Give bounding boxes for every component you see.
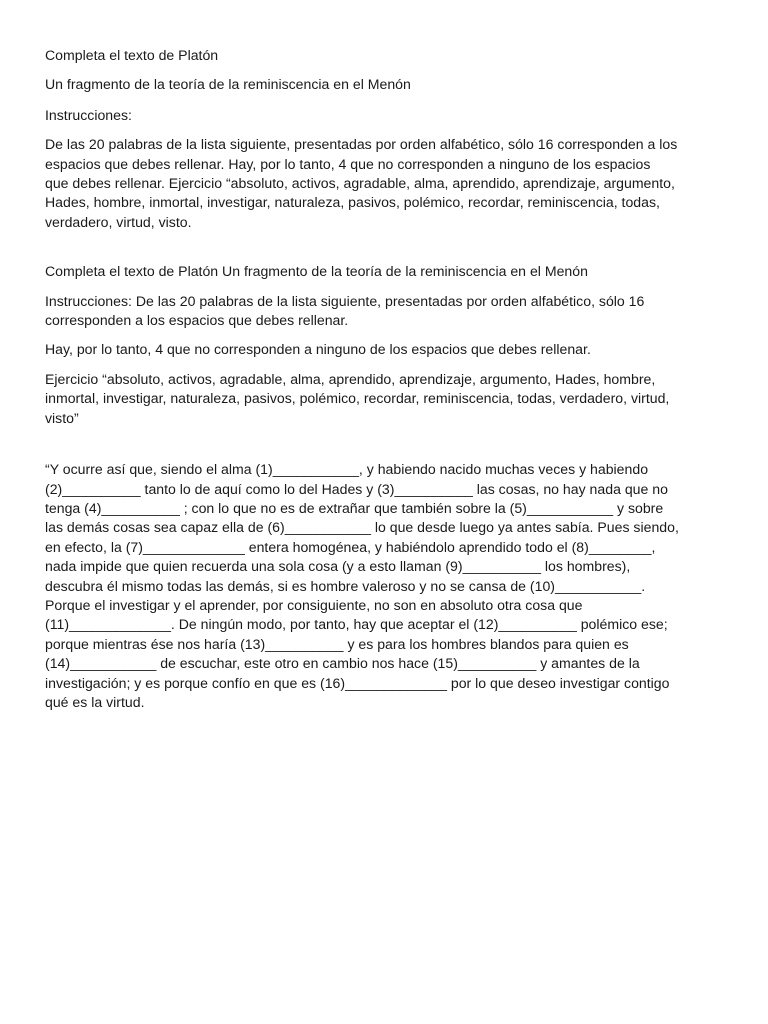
repeat-exercise-paragraph: Ejercicio “absoluto, activos, agradable, alma, aprendido, aprendizaje, argumento, Hades, hombre, inmortal, investigar, naturaleza, pasivos, polémico, recordar, reminiscencia, todas, verdadero, virtud, visto”: [45, 370, 670, 426]
repeat-title: Completa el texto de Platón Un fragmento de la teoría de la reminiscencia en el Menón: [45, 263, 588, 280]
document-subtitle: Un fragmento de la teoría de la reminiscencia en el Menón: [45, 76, 411, 93]
repeat-hay-paragraph: Hay, por lo tanto, 4 que no corresponden a ninguno de los espacios que debes rellenar.: [45, 341, 591, 358]
intro-paragraph: De las 20 palabras de la lista siguiente, presentadas por orden alfabético, sólo 16 corresponden a los espacios que debes rellenar. Hay, por lo tanto, 4 que no corresponden a ninguno de los espacios que debes rellenar. Ejercicio “absoluto, activos, agradable, alma, aprendido, aprendizaje, argumento, Hades, hombre, inmortal, investigar, naturaleza, pasivos, polémico, recordar, reminiscencia, todas, verdadero, virtud, visto.: [45, 136, 678, 230]
document-body: [45, 46, 735, 712]
instructions-label: Instrucciones:: [45, 106, 132, 123]
exercise-text: “Y ocurre así que, siendo el alma (1)___________, y habiendo nacido muchas veces y habiendo (2)__________ tanto lo de aquí como lo del Hades y (3)__________ las cosas, no hay nada que no tenga (4)__________ ; con lo que no es de extrañar que también sobre la (5)___________ y sobre las demás cosas sea capaz ella de (6)___________ lo que desde luego ya antes sabía. Pues siendo, en efecto, la (7)_____________ entera homogénea, y habiéndolo aprendido todo el (8)________, nada impide que quien recuerda una sola cosa (y a esto llaman (9)__________ los hombres), descubra él mismo todas las demás, si es hombre valeroso y no se cansa de (10)___________. Porque el investigar y el aprender, por consiguiente, no son en absoluto otra cosa que (11)_____________. De ningún modo, por tanto, hay que aceptar el (12)__________ polémico ese; porque mientras ése nos haría (13)__________ y es para los hombres blandos para quien es (14)___________ de escuchar, este otro en cambio nos hace (15)__________ y amantes de la investigación; y es porque confío en que es (16)_____________ por lo que deseo investigar contigo qué es la virtud.: [45, 461, 679, 710]
document-title: Completa el texto de Platón: [45, 47, 219, 63]
repeat-instructions: Instrucciones: De las 20 palabras de la lista siguiente, presentadas por orden alfabético, sólo 16 corresponden a los espacios que debes rellenar.: [45, 292, 645, 329]
